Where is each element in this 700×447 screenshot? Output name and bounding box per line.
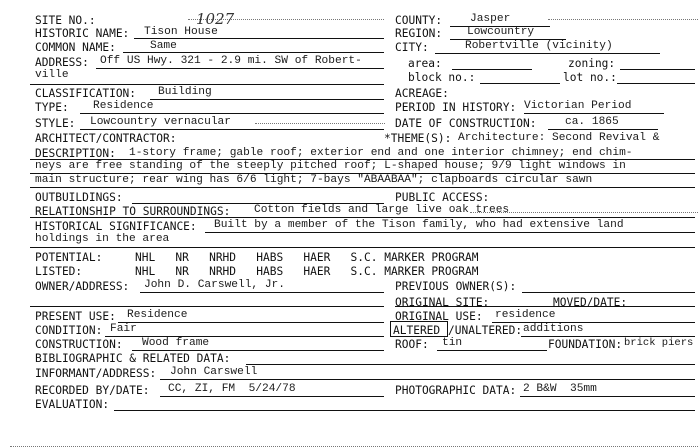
- historic-name-value: Tison House: [144, 26, 218, 38]
- dotted-line: [255, 123, 385, 124]
- evaluation-line: [114, 410, 695, 411]
- significance-value-line2: holdings in the area: [35, 233, 170, 245]
- common-name-label: COMMON NAME:: [35, 41, 116, 54]
- construction-line: [132, 350, 384, 351]
- present-use-line: [118, 322, 384, 323]
- roof-value: tin: [442, 337, 463, 349]
- site-no-label: SITE NO.:: [35, 14, 96, 27]
- significance-label: HISTORICAL SIGNIFICANCE:: [35, 220, 197, 233]
- altered-label: ALTERED: [393, 324, 441, 337]
- previous-owner-line: [522, 292, 695, 293]
- potential-options: NHL NR NRHD HABS HAER S.C. MARKER PROGRAM: [135, 251, 479, 264]
- site-no-value: 1027: [196, 10, 235, 28]
- relationship-label: RELATIONSHIP TO SURROUNDINGS:: [35, 205, 231, 218]
- common-name-value: Same: [150, 40, 177, 52]
- moved-date-label: MOVED/DATE:: [553, 296, 628, 309]
- type-label: TYPE:: [35, 101, 69, 114]
- condition-value: Fair: [110, 323, 137, 335]
- date-construction-value: ca. 1865: [565, 116, 619, 128]
- city-value: Robertville (vicinity): [465, 40, 613, 52]
- lot-line: [617, 83, 695, 84]
- address-value-line1: Off US Hwy. 321 - 2.9 mi. SW of Robert-: [100, 55, 362, 67]
- public-access-label: PUBLIC ACCESS:: [395, 191, 490, 204]
- style-label: STYLE:: [35, 117, 76, 130]
- county-label: COUNTY:: [395, 14, 443, 27]
- owner-value: John D. Carswell, Jr.: [144, 279, 285, 291]
- recorded-by-line: [160, 396, 384, 397]
- photographic-data-value: 2 B&W 35mm: [523, 383, 597, 395]
- classification-line: [150, 99, 384, 100]
- original-site-label: ORIGINAL SITE:: [395, 296, 490, 309]
- area-line: [452, 69, 532, 70]
- present-use-label: PRESENT USE:: [35, 310, 116, 323]
- previous-owner-label: PREVIOUS OWNER(S):: [395, 280, 517, 293]
- type-line: [80, 113, 384, 114]
- address-value-line2: ville: [35, 69, 69, 81]
- condition-label: CONDITION:: [35, 324, 103, 337]
- foundation-label: FOUNDATION:: [548, 338, 623, 351]
- classification-label: CLASSIFICATION:: [35, 87, 137, 100]
- photographic-data-line: [520, 396, 695, 397]
- area-label: area:: [408, 57, 442, 70]
- recorded-by-label: RECORDED BY/DATE:: [35, 384, 150, 397]
- evaluation-label: EVALUATION:: [35, 398, 110, 411]
- bibliographic-line: [246, 364, 695, 365]
- county-value: Jasper: [470, 13, 511, 25]
- region-label: REGION:: [395, 27, 443, 40]
- type-value: Residence: [93, 100, 154, 112]
- significance-line-2: [30, 247, 695, 248]
- historic-name-line: [134, 38, 384, 39]
- owner-line: [140, 292, 384, 293]
- description-line1: 1-story frame; gable roof; exterior end and one interior chimney; end chim-: [129, 147, 633, 159]
- classification-value: Building: [158, 86, 212, 98]
- potential-label: POTENTIAL:: [35, 251, 103, 264]
- roof-label: ROOF:: [395, 338, 429, 351]
- acreage-label: ACREAGE:: [395, 87, 449, 100]
- block-label: block no.:: [408, 71, 476, 84]
- construction-label: CONSTRUCTION:: [35, 338, 123, 351]
- informant-line: [160, 379, 695, 380]
- dotted-line: [548, 19, 698, 20]
- style-line: [80, 129, 384, 130]
- city-line: [435, 53, 660, 54]
- zoning-label: zoning:: [568, 57, 616, 70]
- themes-label: *THEME(S):: [384, 132, 452, 145]
- city-label: CITY:: [395, 41, 429, 54]
- significance-line: [205, 232, 695, 233]
- original-use-value: residence: [495, 309, 556, 321]
- description-rule: [30, 187, 695, 188]
- informant-label: INFORMANT/ADDRESS:: [35, 367, 157, 380]
- significance-value-line1: Built by a member of the Tison family, who had extensive land: [214, 219, 624, 231]
- listed-options: NHL NR NRHD HABS HAER S.C. MARKER PROGRAM: [135, 265, 479, 278]
- address-line: [96, 68, 384, 69]
- relationship-value: Cotton fields and large live oak trees: [254, 204, 510, 216]
- region-value: Lowcountry: [467, 26, 535, 38]
- bibliographic-label: BIBLIOGRAPHIC & RELATED DATA:: [35, 352, 231, 365]
- foundation-value: brick piers: [624, 337, 694, 349]
- date-construction-line: [548, 129, 658, 130]
- section-rule: [30, 306, 384, 307]
- original-use-label: ORIGINAL USE:: [395, 310, 483, 323]
- style-value: Lowcountry vernacular: [90, 116, 231, 128]
- period-label: PERIOD IN HISTORY:: [395, 101, 517, 114]
- address-label: ADDRESS:: [35, 56, 89, 69]
- recorded-by-value: CC, ZI, FM 5/24/78: [168, 383, 296, 395]
- period-line: [524, 113, 664, 114]
- common-name-line: [123, 52, 384, 53]
- period-value: Victorian Period: [524, 100, 632, 112]
- date-construction-label: DATE OF CONSTRUCTION:: [395, 117, 537, 130]
- lot-label: lot no.:: [563, 71, 617, 84]
- outbuildings-label: OUTBUILDINGS:: [35, 191, 123, 204]
- roof-line: [437, 350, 547, 351]
- informant-value: John Carswell: [170, 366, 258, 378]
- present-use-value: Residence: [127, 309, 188, 321]
- altered-value: additions: [523, 323, 584, 335]
- construction-value: Wood frame: [142, 337, 210, 349]
- block-line: [480, 83, 560, 84]
- description-line3: main structure; rear wing has 6/6 light; 7-bays "ABAABAA"; clapboards circular sawn: [35, 174, 593, 186]
- description-line2: neys are free standing of the steeply pitched roof; L-shaped house; 9/9 light windows in: [35, 160, 626, 172]
- address-line-2: [30, 84, 384, 85]
- themes-value: Architecture: Second Revival &: [458, 132, 660, 144]
- description-label: DESCRIPTION:: [35, 147, 116, 160]
- relationship-line: [30, 217, 695, 218]
- zoning-line: [620, 69, 695, 70]
- historic-name-label: HISTORIC NAME:: [35, 27, 130, 40]
- owner-label: OWNER/ADDRESS:: [35, 280, 130, 293]
- listed-label: LISTED:: [35, 265, 83, 278]
- photographic-data-label: PHOTOGRAPHIC DATA:: [395, 384, 517, 397]
- unaltered-label: /UNALTERED:: [448, 324, 523, 337]
- architect-label: ARCHITECT/CONTRACTOR:: [35, 132, 177, 145]
